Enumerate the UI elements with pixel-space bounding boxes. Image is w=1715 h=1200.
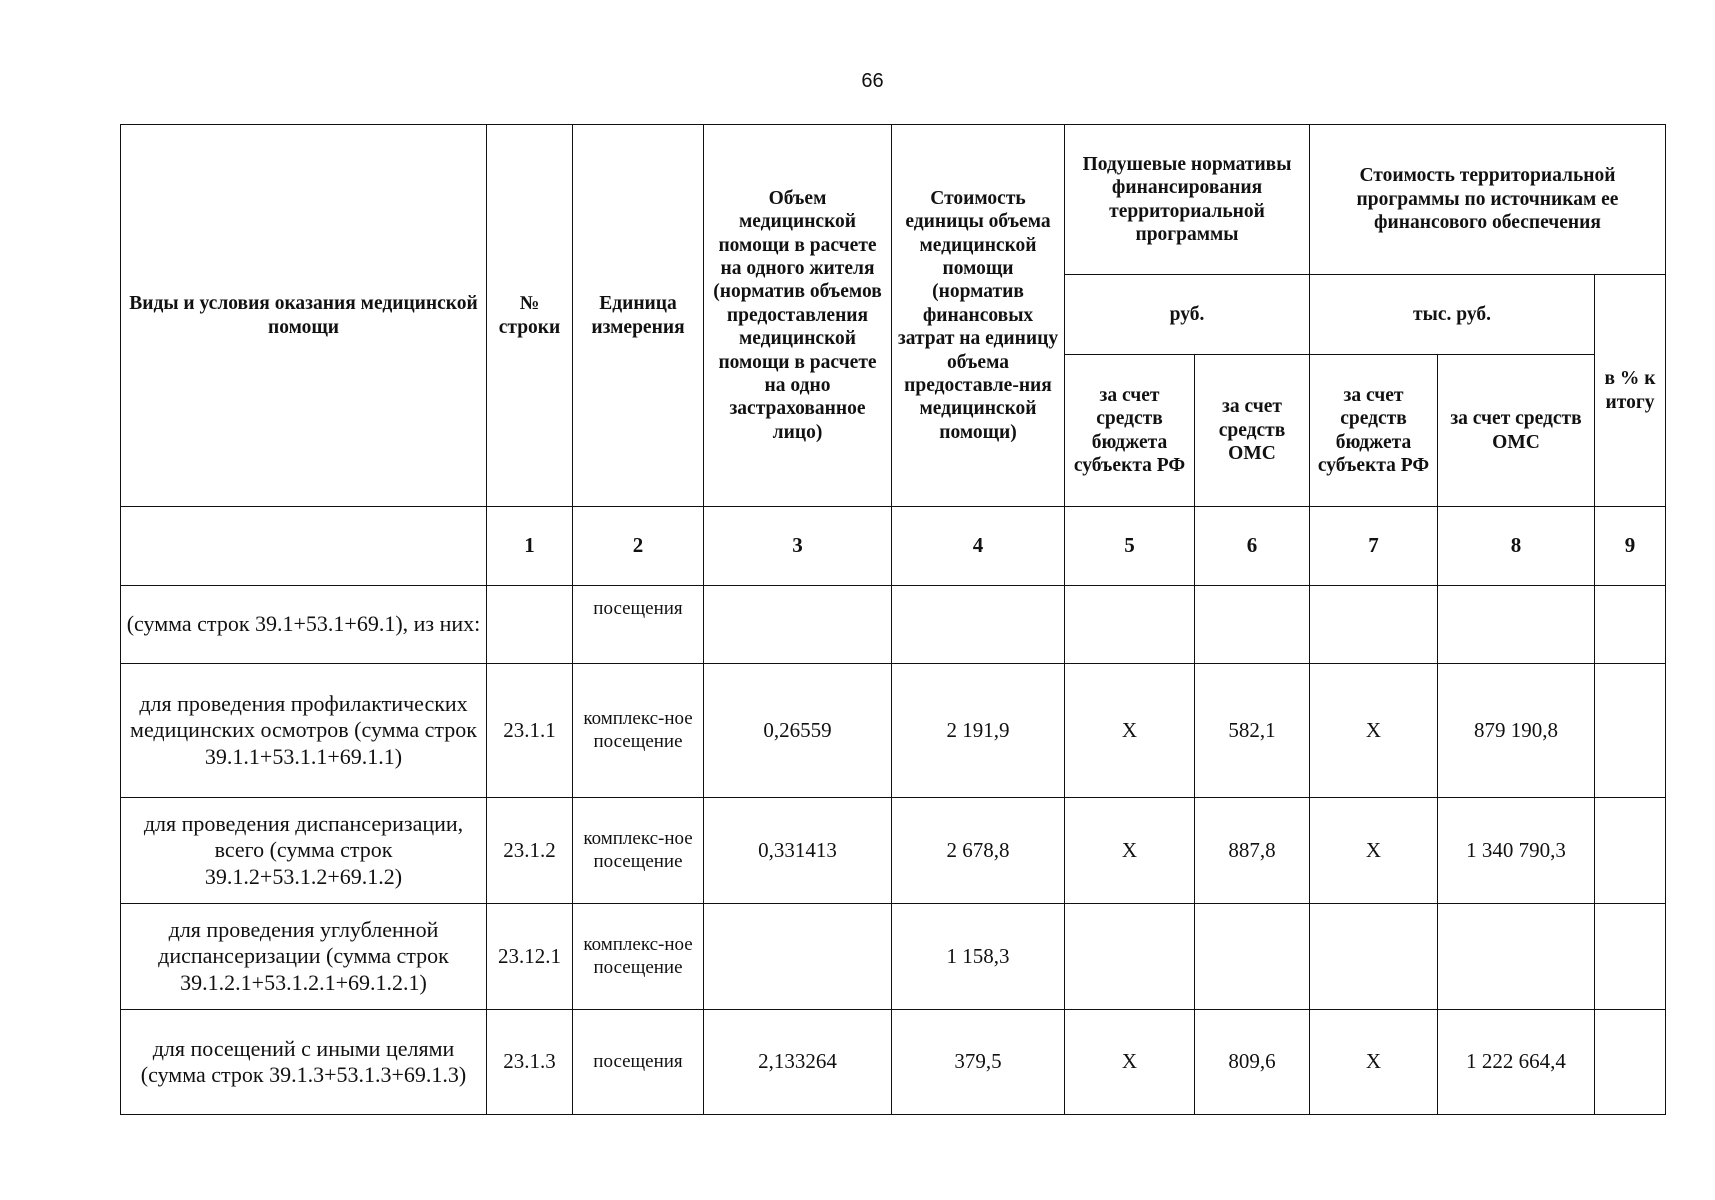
table-row [121,1010,1666,1115]
program-cost-table [120,124,1666,1115]
row-budget-rub [1065,586,1195,664]
row-cost: 2 191,9 [892,664,1065,798]
column-number: 2 [573,507,704,586]
row-percent [1595,904,1666,1010]
header-percent: в % к итогу [1595,275,1666,507]
row-volume [704,586,892,664]
row-oms-thousand: 1 340 790,3 [1438,798,1595,904]
column-numbers-row [121,507,1666,586]
row-oms-thousand: 1 222 664,4 [1438,1010,1595,1115]
row-oms-rub [1195,904,1310,1010]
row-cost: 1 158,3 [892,904,1065,1010]
row-number: 23.1.3 [487,1010,573,1115]
row-percent [1595,1010,1666,1115]
header-rub: руб. [1065,275,1310,355]
row-name: для проведения диспансеризации, всего (сумма строк 39.1.2+53.1.2+69.1.2) [121,798,487,904]
row-name: для посещений с иными целями (сумма строк 39.1.3+53.1.3+69.1.3) [121,1010,487,1115]
row-oms-rub: 887,8 [1195,798,1310,904]
row-budget-rub: X [1065,664,1195,798]
column-number: 4 [892,507,1065,586]
header-oms-thousand: за счет средств ОМС [1438,355,1595,507]
table-row [121,664,1666,798]
header-program-cost: Стоимость территориальной программы по источникам ее финансового обеспечения [1310,125,1666,275]
header-cost: Стоимость единицы объема медицинской помощи (норматив финансовых затрат на единицу объема предоставле-ния медицинской помощи) [892,125,1065,507]
row-oms-thousand: 879 190,8 [1438,664,1595,798]
row-budget-thousand: X [1310,664,1438,798]
table-row [121,904,1666,1010]
row-name: для проведения профилактических медицинских осмотров (сумма строк 39.1.1+53.1.1+69.1.1) [121,664,487,798]
row-volume: 0,331413 [704,798,892,904]
column-number: 9 [1595,507,1666,586]
row-cost: 379,5 [892,1010,1065,1115]
column-number: 1 [487,507,573,586]
column-number: 3 [704,507,892,586]
row-oms-rub: 809,6 [1195,1010,1310,1115]
row-percent [1595,586,1666,664]
header-type: Виды и условия оказания медицинской помощи [121,125,487,507]
column-number: 5 [1065,507,1195,586]
column-number: 8 [1438,507,1595,586]
header-per-capita: Подушевые нормативы финансирования территориальной программы [1065,125,1310,275]
column-number: 6 [1195,507,1310,586]
row-percent [1595,664,1666,798]
row-name: для проведения углубленной диспансеризации (сумма строк 39.1.2.1+53.1.2.1+69.1.2.1) [121,904,487,1010]
table-row [121,586,1666,664]
page-number: 66 [861,70,884,92]
row-budget-thousand: X [1310,1010,1438,1115]
header-volume: Объем медицинской помощи в расчете на одного жителя (норматив объемов предоставления медицинской помощи в расчете на одно застрахованное лицо) [704,125,892,507]
row-number: 23.1.2 [487,798,573,904]
row-budget-thousand: X [1310,798,1438,904]
header-budget-rub: за счет средств бюджета субъекта РФ [1065,355,1195,507]
column-number: 7 [1310,507,1438,586]
row-budget-rub: X [1065,798,1195,904]
row-budget-rub [1065,904,1195,1010]
row-volume: 0,26559 [704,664,892,798]
row-oms-thousand [1438,586,1595,664]
row-cost: 2 678,8 [892,798,1065,904]
header-oms-rub: за счет средств ОМС [1195,355,1310,507]
row-unit: комплекс-ное посещение [573,664,704,798]
row-volume: 2,133264 [704,1010,892,1115]
table-row [121,798,1666,904]
row-unit: посещения [573,1010,704,1115]
row-name: (сумма строк 39.1+53.1+69.1), из них: [121,586,487,664]
row-cost [892,586,1065,664]
row-volume [704,904,892,1010]
row-unit: комплекс-ное посещение [573,798,704,904]
row-oms-rub [1195,586,1310,664]
row-unit: комплекс-ное посещение [573,904,704,1010]
row-oms-thousand [1438,904,1595,1010]
header-row-top [121,125,1666,275]
row-number [487,586,573,664]
header-budget-thousand: за счет средств бюджета субъекта РФ [1310,355,1438,507]
row-number: 23.12.1 [487,904,573,1010]
column-number-blank [121,507,487,586]
row-oms-rub: 582,1 [1195,664,1310,798]
row-unit: посещения [573,586,704,664]
header-row-no: № строки [487,125,573,507]
header-thousand-rub: тыс. руб. [1310,275,1595,355]
row-number: 23.1.1 [487,664,573,798]
row-budget-thousand [1310,904,1438,1010]
header-unit: Единица измерения [573,125,704,507]
row-budget-rub: X [1065,1010,1195,1115]
row-budget-thousand [1310,586,1438,664]
row-percent [1595,798,1666,904]
